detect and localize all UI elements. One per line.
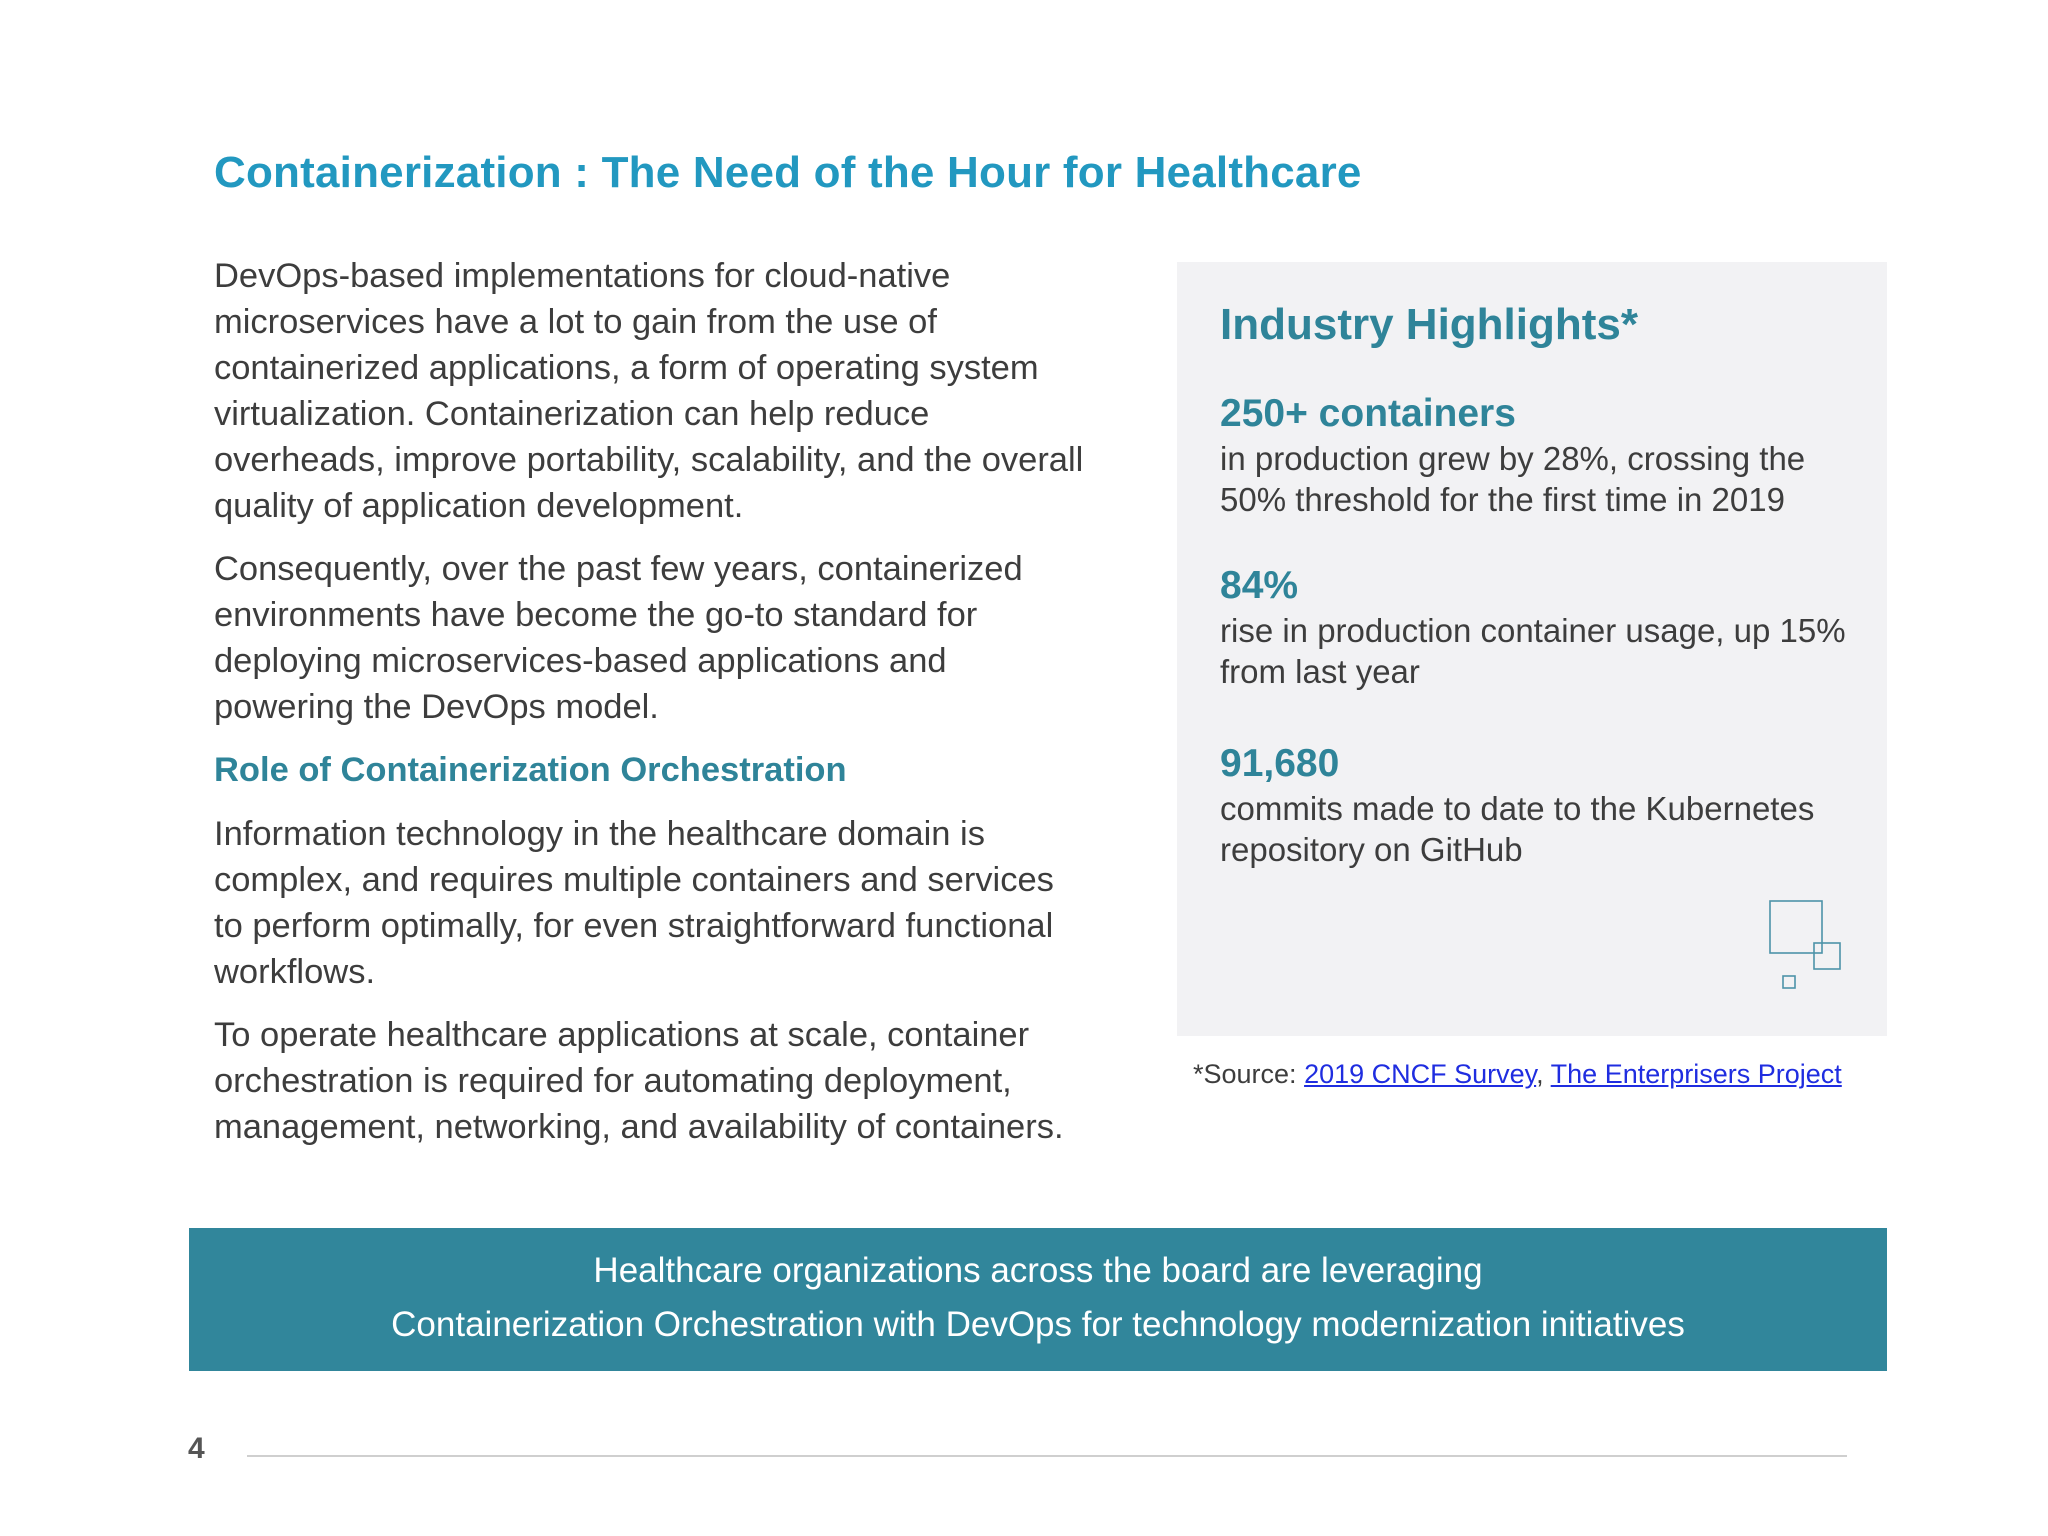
highlight-value: 91,680 <box>1220 742 1340 785</box>
page-title: Containerization : The Need of the Hour for Healthcare <box>214 148 1362 197</box>
section-subheading: Role of Containerization Orchestration <box>214 751 847 789</box>
highlight-description: in production grew by 28%, crossing the 50% threshold for the first time in 2019 <box>1220 440 1806 518</box>
body-paragraph-2: Consequently, over the past few years, containerized environments have become the go-to standard for deploying microservices-based applications and powering the DevOps model. <box>214 550 1023 726</box>
footer-divider <box>247 1455 1847 1457</box>
body-text-column <box>214 253 1084 1167</box>
body-paragraph-1: DevOps-based implementations for cloud-native microservices have a lot to gain from the use of containerized applications, a form of operating system virtualization. Containerization can help reduce overheads, improve portability, scalability, and the overall quality of application development. <box>214 257 1084 525</box>
highlight-item-commits <box>1220 740 1860 870</box>
industry-highlights-panel <box>1177 262 1887 1036</box>
source-link-enterprisers-project[interactable]: The Enterprisers Project <box>1550 1059 1842 1089</box>
body-paragraph-4: To operate healthcare applications at scale, container orchestration is required for automating deployment, management, networking, and availability of containers. <box>214 1016 1064 1146</box>
source-citation <box>1193 1059 1842 1090</box>
body-paragraph-3: Information technology in the healthcare domain is complex, and requires multiple containers and services to perform optimally, for even straightforward functional workflows. <box>214 815 1054 991</box>
highlight-value: 84% <box>1220 564 1299 607</box>
highlights-title: Industry Highlights* <box>1220 300 1638 349</box>
banner-line-1: Healthcare organizations across the board are leveraging <box>593 1251 1483 1290</box>
highlight-item-containers <box>1220 390 1860 520</box>
overlapping-squares-icon <box>1769 900 1849 990</box>
highlight-item-usage <box>1220 562 1860 692</box>
highlight-description: commits made to date to the Kubernetes repository on GitHub <box>1220 790 1815 868</box>
highlight-value: 250+ containers <box>1220 392 1516 435</box>
callout-banner <box>189 1228 1887 1371</box>
page-number: 4 <box>188 1432 205 1465</box>
highlight-description: rise in production container usage, up 15% from last year <box>1220 612 1846 690</box>
banner-line-2: Containerization Orchestration with DevOps for technology modernization initiatives <box>391 1305 1685 1344</box>
source-link-cncf-survey[interactable]: 2019 CNCF Survey <box>1304 1059 1537 1089</box>
source-separator: , <box>1536 1059 1551 1089</box>
source-prefix: *Source: <box>1193 1059 1305 1089</box>
